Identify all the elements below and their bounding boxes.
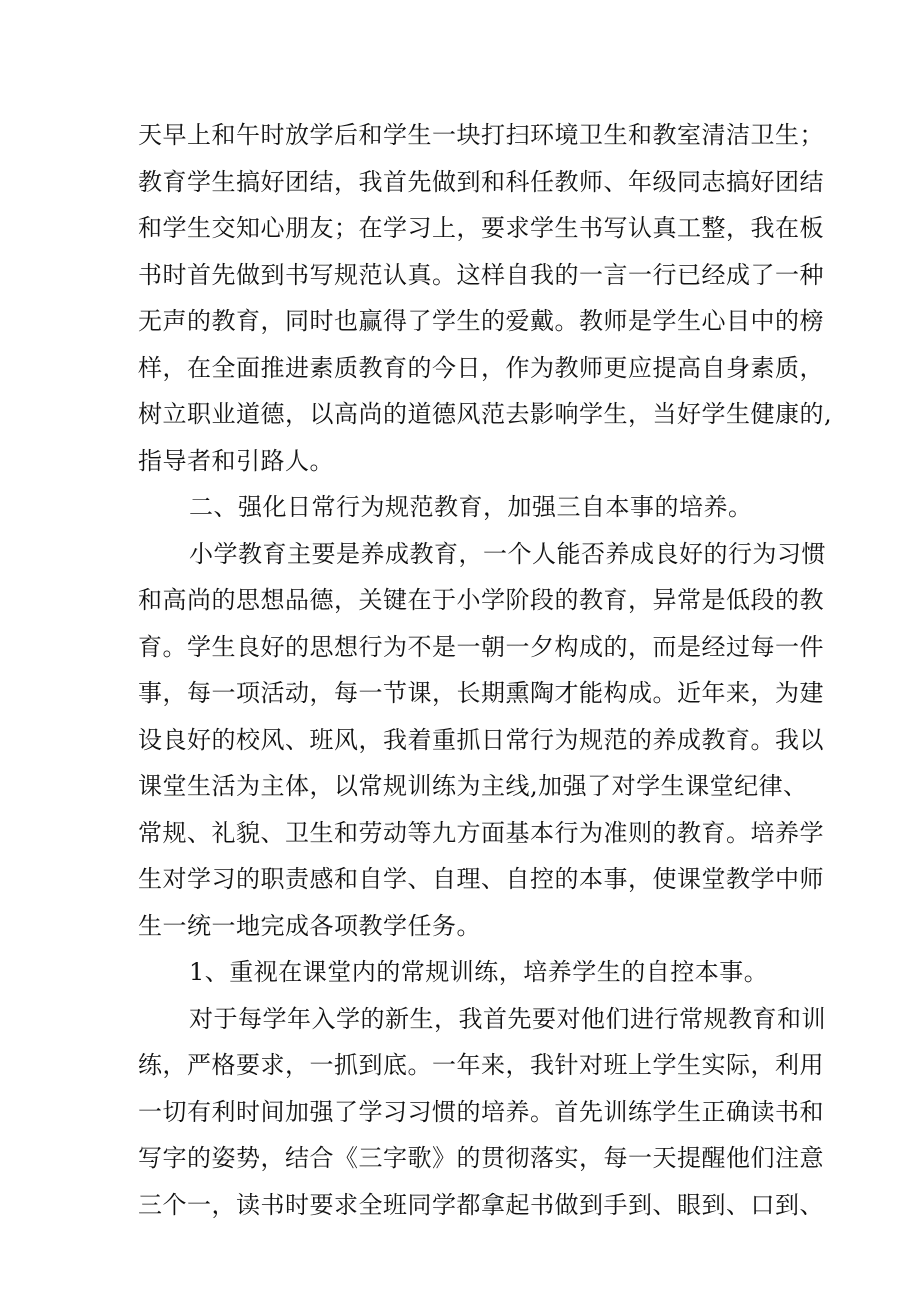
text-line: 二、强化日常行为规范教育，加强三自本事的培养。: [189, 493, 753, 521]
text-line: 和高尚的思想品德，关键在于小学阶段的教育，异常是低段的教: [138, 586, 824, 614]
text-line: 指导者和引路人。: [138, 446, 334, 475]
text-line: 1、重视在课堂内的常规训练，培养学生的自控本事。: [189, 958, 769, 986]
text-line: 样，在全面推进素质教育的今日，作为教师更应提高自身素质，: [138, 353, 824, 382]
text-line: 教育学生搞好团结，我首先做到和科任教师、年级同志搞好团结: [138, 167, 824, 196]
text-line: 小学教育主要是养成教育，一个人能否养成良好的行为习惯: [189, 539, 826, 568]
document-body: [138, 112, 833, 1228]
text-line: 常规、礼貌、卫生和劳动等九方面基本行为准则的教育。培养学: [138, 818, 824, 847]
text-line: 一切有利时间加强了学习习惯的培养。首先训练学生正确读书和: [138, 1097, 824, 1126]
text-line: 生对学习的职责感和自学、自理、自控的本事，使课堂教学中师: [138, 865, 824, 893]
text-line: 练，严格要求，一抓到底。一年来，我针对班上学生实际，利用: [138, 1051, 824, 1079]
text-line: 树立职业道德，以高尚的道德风范去影响学生，当好学生健康的,: [138, 400, 833, 428]
text-line: 无声的教育，同时也赢得了学生的爱戴。教师是学生心目中的榜: [138, 307, 824, 335]
text-line: 课堂生活为主体，以常规训练为主线,加强了对学生课堂纪律、: [138, 772, 808, 800]
text-line: 三个一，读书时要求全班同学都拿起书做到手到、眼到、口到、: [138, 1190, 824, 1219]
text-line: 事，每一项活动，每一节课，长期熏陶才能构成。近年来，为建: [138, 679, 824, 707]
text-line: 写字的姿势，结合《三字歌》的贯彻落实，每一天提醒他们注意: [138, 1144, 824, 1172]
text-line: 天早上和午时放学后和学生一块打扫环境卫生和教室清洁卫生；: [138, 121, 824, 149]
text-line: 书时首先做到书写规范认真。这样自我的一言一行已经成了一种: [138, 260, 824, 289]
text-line: 育。学生良好的思想行为不是一朝一夕构成的，而是经过每一件: [138, 632, 824, 661]
text-line: 生一统一地完成各项教学任务。: [138, 911, 481, 940]
text-line: 和学生交知心朋友；在学习上，要求学生书写认真工整，我在板: [138, 214, 824, 242]
text-line: 设良好的校风、班风，我着重抓日常行为规范的养成教育。我以: [138, 725, 824, 754]
text-line: 对于每学年入学的新生，我首先要对他们进行常规教育和训: [189, 1004, 826, 1033]
